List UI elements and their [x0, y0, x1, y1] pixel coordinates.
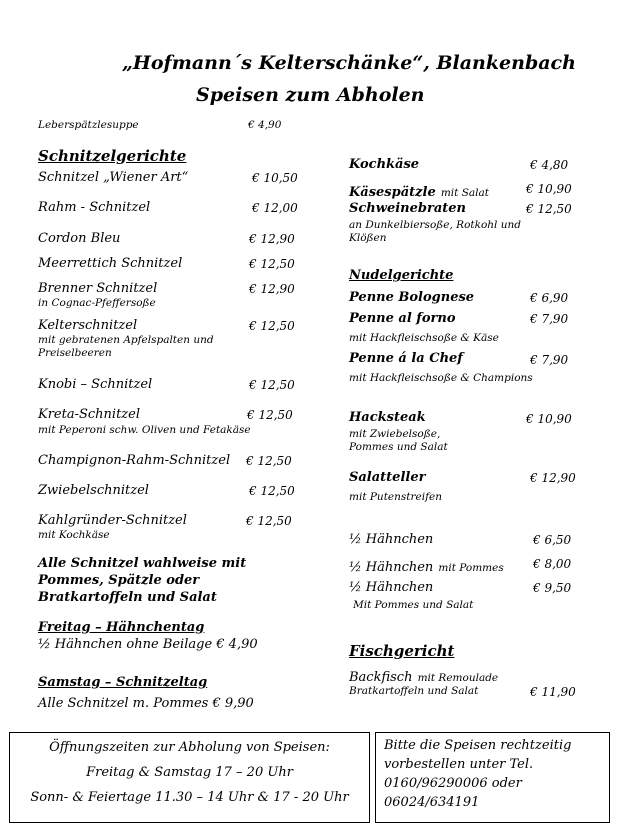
haehnchen-price: € 9,50	[533, 581, 572, 595]
hacksteak-name: Hacksteak	[349, 410, 426, 425]
order-info-line: vorbestellen unter Tel.	[384, 757, 534, 772]
schnitzel-item-desc: mit gebratenen Apfelspalten und	[38, 334, 214, 346]
order-phone-mobile: 0160/96290006 oder	[384, 776, 522, 791]
haehnchen-suffix: mit Pommes	[438, 562, 504, 574]
schnitzel-item-price: € 12,90	[249, 282, 295, 296]
haehnchen-name: ½ Hähnchen	[349, 560, 434, 575]
menu-subtitle: Speisen zum Abholen	[196, 84, 425, 106]
schnitzel-note: Alle Schnitzel wahlweise mit	[38, 556, 247, 571]
schnitzel-item-name: Champignon-Rahm-Schnitzel	[38, 453, 231, 468]
schnitzel-note: Pommes, Spätzle oder	[38, 573, 200, 588]
schnitzel-item-name: Schnitzel „Wiener Art“	[38, 170, 189, 185]
schnitzel-item-name: Brenner Schnitzel	[38, 281, 158, 296]
saturday-text: Alle Schnitzel m. Pommes € 9,90	[38, 696, 254, 711]
schnitzel-item-name: Meerrettich Schnitzel	[38, 256, 183, 271]
schnitzel-item-desc: Preiselbeeren	[38, 347, 112, 359]
backfisch-suffix: mit Remoulade	[417, 672, 499, 684]
haehnchen-line	[349, 556, 504, 575]
schnitzel-item-price: € 12,50	[249, 319, 295, 333]
soup-name: Leberspätzlesuppe	[38, 119, 139, 131]
kochkaese-name: Kochkäse	[349, 157, 420, 172]
kaesespaetzle-line	[349, 181, 489, 200]
schnitzel-item-price: € 12,00	[252, 201, 298, 215]
schnitzel-item-price: € 12,50	[247, 408, 293, 422]
backfisch-desc: Bratkartoffeln und Salat	[349, 685, 479, 697]
haehnchen-price: € 8,00	[533, 557, 572, 571]
schnitzel-note: Bratkartoffeln und Salat	[38, 590, 217, 605]
nudel-heading: Nudelgerichte	[349, 268, 454, 283]
friday-text: ½ Hähnchen ohne Beilage € 4,90	[38, 637, 258, 652]
schnitzel-item-name: Zwiebelschnitzel	[38, 483, 149, 498]
nudel-item-price: € 7,90	[530, 312, 569, 326]
opening-hours-title: Öffnungszeiten zur Abholung von Speisen:	[49, 740, 330, 755]
opening-hours-holidays: Sonn- & Feiertage 11.30 – 14 Uhr & 17 - 20 Uhr	[30, 790, 349, 805]
schnitzel-item-desc: in Cognac-Pfeffersoße	[38, 297, 156, 309]
hacksteak-desc: mit Zwiebelsoße,	[349, 428, 441, 440]
schnitzel-item-name: Rahm - Schnitzel	[38, 200, 151, 215]
nudel-item-desc: mit Hackfleischsoße & Champions	[349, 372, 533, 384]
backfisch-line	[349, 666, 498, 685]
nudel-item-name: Penne al forno	[349, 311, 456, 326]
schnitzel-item-price: € 12,50	[246, 514, 292, 528]
schnitzel-item-desc: mit Kochkäse	[38, 529, 110, 541]
opening-hours-box	[9, 732, 370, 823]
salatteller-desc: mit Putenstreifen	[349, 491, 442, 503]
saturday-heading: Samstag – Schnitzeltag	[38, 675, 208, 690]
schnitzel-item-name: Cordon Bleu	[38, 231, 121, 246]
salatteller-name: Salatteller	[349, 470, 426, 485]
opening-hours-weekend: Freitag & Samstag 17 – 20 Uhr	[86, 765, 293, 780]
soup-price: € 4,90	[248, 119, 282, 131]
haehnchen-name: ½ Hähnchen	[349, 532, 434, 547]
haehnchen-name: ½ Hähnchen	[349, 580, 434, 595]
fisch-heading: Fischgericht	[349, 642, 455, 660]
schweinebraten-name: Schweinebraten	[349, 201, 466, 216]
order-phone-landline: 06024/634191	[384, 795, 480, 810]
schnitzel-item-price: € 12,50	[249, 484, 295, 498]
nudel-item-price: € 7,90	[530, 353, 569, 367]
kaesespaetzle-name: Käsespätzle	[349, 185, 436, 200]
menu-title: „Hofmann´s Kelterschänke“, Blankenbach	[122, 52, 576, 74]
order-info-line: Bitte die Speisen rechtzeitig	[384, 738, 572, 753]
friday-heading: Freitag – Hähnchentag	[38, 620, 205, 635]
kaesespaetzle-suffix: mit Salat	[440, 187, 490, 199]
backfisch-price: € 11,90	[530, 685, 576, 699]
schweinebraten-price: € 12,50	[526, 202, 572, 216]
schnitzel-item-price: € 12,50	[246, 454, 292, 468]
hacksteak-price: € 10,90	[526, 412, 572, 426]
schnitzel-item-price: € 12,90	[249, 232, 295, 246]
nudel-item-name: Penne Bolognese	[349, 290, 475, 305]
schnitzel-item-name: Kahlgründer-Schnitzel	[38, 513, 187, 528]
schnitzel-item-name: Kreta-Schnitzel	[38, 407, 141, 422]
schnitzel-item-desc: mit Peperoni schw. Oliven und Fetakäse	[38, 424, 251, 436]
backfisch-name: Backfisch	[349, 670, 413, 685]
schnitzel-item-name: Kelterschnitzel	[38, 318, 138, 333]
nudel-item-name: Penne á la Chef	[349, 351, 463, 366]
schweinebraten-desc: Klößen	[349, 232, 387, 244]
nudel-item-price: € 6,90	[530, 291, 569, 305]
schnitzel-item-name: Knobi – Schnitzel	[38, 377, 153, 392]
hacksteak-desc: Pommes und Salat	[349, 441, 448, 453]
kochkaese-price: € 4,80	[530, 158, 569, 172]
schnitzel-item-price: € 12,50	[249, 378, 295, 392]
schweinebraten-desc: an Dunkelbiersoße, Rotkohl und	[349, 219, 521, 231]
schnitzel-heading: Schnitzelgerichte	[38, 147, 187, 165]
salatteller-price: € 12,90	[530, 471, 576, 485]
schnitzel-item-price: € 10,50	[252, 171, 298, 185]
order-info-box	[375, 732, 610, 823]
haehnchen-price: € 6,50	[533, 533, 572, 547]
nudel-item-desc: mit Hackfleischsoße & Käse	[349, 332, 499, 344]
schnitzel-item-price: € 12,50	[249, 257, 295, 271]
kaesespaetzle-price: € 10,90	[526, 182, 572, 196]
haehnchen-desc: Mit Pommes und Salat	[353, 599, 474, 611]
